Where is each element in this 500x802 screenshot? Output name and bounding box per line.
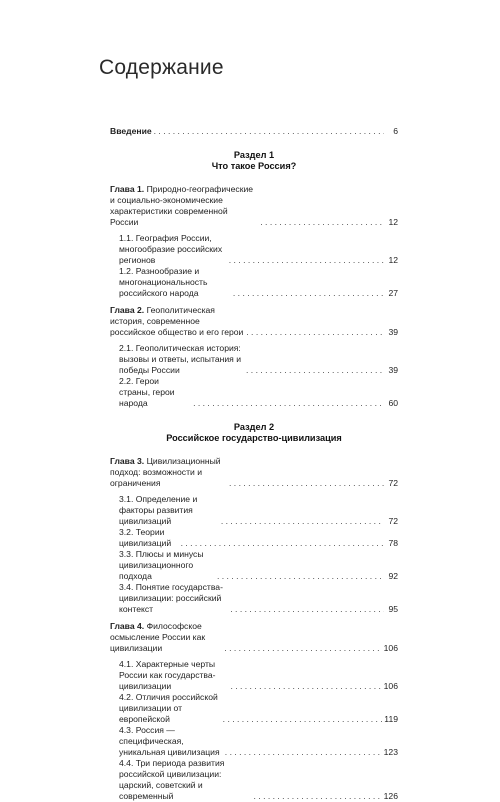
subsection-title: 3.2. Теории цивилизаций — [119, 527, 172, 548]
section-number: Раздел 2 — [233, 422, 275, 432]
subsection-title: 4.1. Характерные черты России как государства-цивилизации — [119, 659, 216, 691]
toc-entry-subsection[interactable] — [110, 527, 398, 549]
toc-entry-subsection[interactable] — [110, 692, 398, 725]
leader-dots — [230, 681, 381, 692]
section-number: Раздел 1 — [233, 150, 275, 160]
toc-page-number: 12 — [388, 217, 398, 227]
toc-page-number: 12 — [388, 255, 398, 265]
leader-dots — [229, 255, 384, 266]
toc-entry-subsection[interactable] — [110, 725, 398, 758]
subsection-title: 3.3. Плюсы и минусы цивилизационного подхода — [119, 549, 204, 581]
toc-page-number: 72 — [388, 516, 398, 526]
toc-page-number: 72 — [388, 478, 398, 488]
subsection-title: 4.4. Три периода развития российской цивилизации: царский, советский и современный — [119, 758, 225, 801]
leader-dots — [230, 604, 384, 615]
leader-dots — [254, 791, 382, 802]
leader-dots — [221, 516, 384, 527]
toc-page-number: 27 — [388, 288, 398, 298]
chapter-prefix: Глава 4. — [110, 621, 145, 631]
leader-dots — [246, 365, 384, 376]
toc-entry-subsection[interactable] — [110, 376, 398, 409]
toc-entry-label: Введение — [110, 126, 152, 136]
subsection-title: 2.2. Герои страны, герои народа — [119, 376, 175, 408]
subsection-title: 1.2. Разнообразие и многонациональность российского народа — [119, 266, 208, 298]
section-heading — [110, 422, 398, 444]
toc-page-number: 119 — [384, 714, 398, 724]
toc-page-number: 39 — [388, 365, 398, 375]
toc-page-number: 60 — [388, 398, 398, 408]
toc-page-number: 106 — [383, 681, 398, 691]
subsection-title: 1.1. География России, многообразие российских регионов — [119, 233, 223, 265]
chapter-prefix: Глава 3. — [110, 456, 145, 466]
table-of-contents — [110, 126, 398, 802]
subsection-title: 3.4. Понятие государства-цивилизации: российский контекст — [119, 582, 223, 614]
chapter-title: Геополитическая история, современное российское общество и его герои — [110, 305, 244, 337]
subsection-title: 3.1. Определение и факторы развития цивилизаций — [119, 494, 198, 526]
toc-page-number: 126 — [383, 791, 398, 801]
chapter-title: Цивилизационный подход: возможности и ограничения — [110, 456, 221, 488]
leader-dots — [260, 217, 384, 228]
leader-dots — [154, 126, 384, 137]
chapter-title: Философское осмысление России как цивилизации — [110, 621, 206, 653]
page-title: Содержание — [99, 56, 224, 79]
toc-entry-chapter-3[interactable] — [110, 456, 398, 489]
leader-dots — [229, 478, 384, 489]
leader-dots — [223, 714, 383, 725]
toc-page-number: 95 — [388, 604, 398, 614]
toc-entry-intro[interactable] — [110, 126, 398, 137]
toc-entry-subsection[interactable] — [110, 549, 398, 582]
toc-entry-subsection[interactable] — [110, 266, 398, 299]
toc-entry-chapter-4[interactable] — [110, 621, 398, 654]
leader-dots — [193, 398, 384, 409]
chapter-prefix: Глава 2. — [110, 305, 145, 315]
toc-entry-chapter-1[interactable] — [110, 184, 398, 228]
subsection-title: 4.2. Отличия российской цивилизации от европейской — [119, 692, 218, 724]
section-title: Что такое Россия? — [211, 161, 297, 171]
subsection-title: 2.1. Геополитическая история: вызовы и ответы, испытания и победы России — [119, 343, 241, 375]
toc-page-number: 106 — [383, 643, 398, 653]
chapter-prefix: Глава 1. — [110, 184, 145, 194]
chapter-title: Природно-географические и социально-экономические характеристики современной России — [110, 184, 254, 227]
toc-entry-subsection[interactable] — [110, 659, 398, 692]
leader-dots — [246, 327, 384, 338]
leader-dots — [224, 643, 381, 654]
toc-entry-subsection[interactable] — [110, 494, 398, 527]
leader-dots — [181, 538, 384, 549]
section-title: Российское государство-цивилизация — [166, 433, 342, 443]
toc-page-number: 39 — [388, 327, 398, 337]
leader-dots — [233, 288, 384, 299]
toc-page-number: 92 — [388, 571, 398, 581]
toc-page-number: 123 — [383, 747, 398, 757]
toc-entry-chapter-2[interactable] — [110, 305, 398, 338]
leader-dots — [225, 747, 382, 758]
toc-entry-subsection[interactable] — [110, 582, 398, 615]
toc-entry-subsection[interactable] — [110, 343, 398, 376]
toc-page-number: 6 — [393, 126, 398, 136]
section-heading — [110, 150, 398, 172]
subsection-title: 4.3. Россия — специфическая, уникальная цивилизация — [119, 725, 220, 757]
toc-page-number: 78 — [388, 538, 398, 548]
leader-dots — [217, 571, 384, 582]
toc-entry-subsection[interactable] — [110, 233, 398, 266]
toc-entry-subsection[interactable] — [110, 758, 398, 802]
